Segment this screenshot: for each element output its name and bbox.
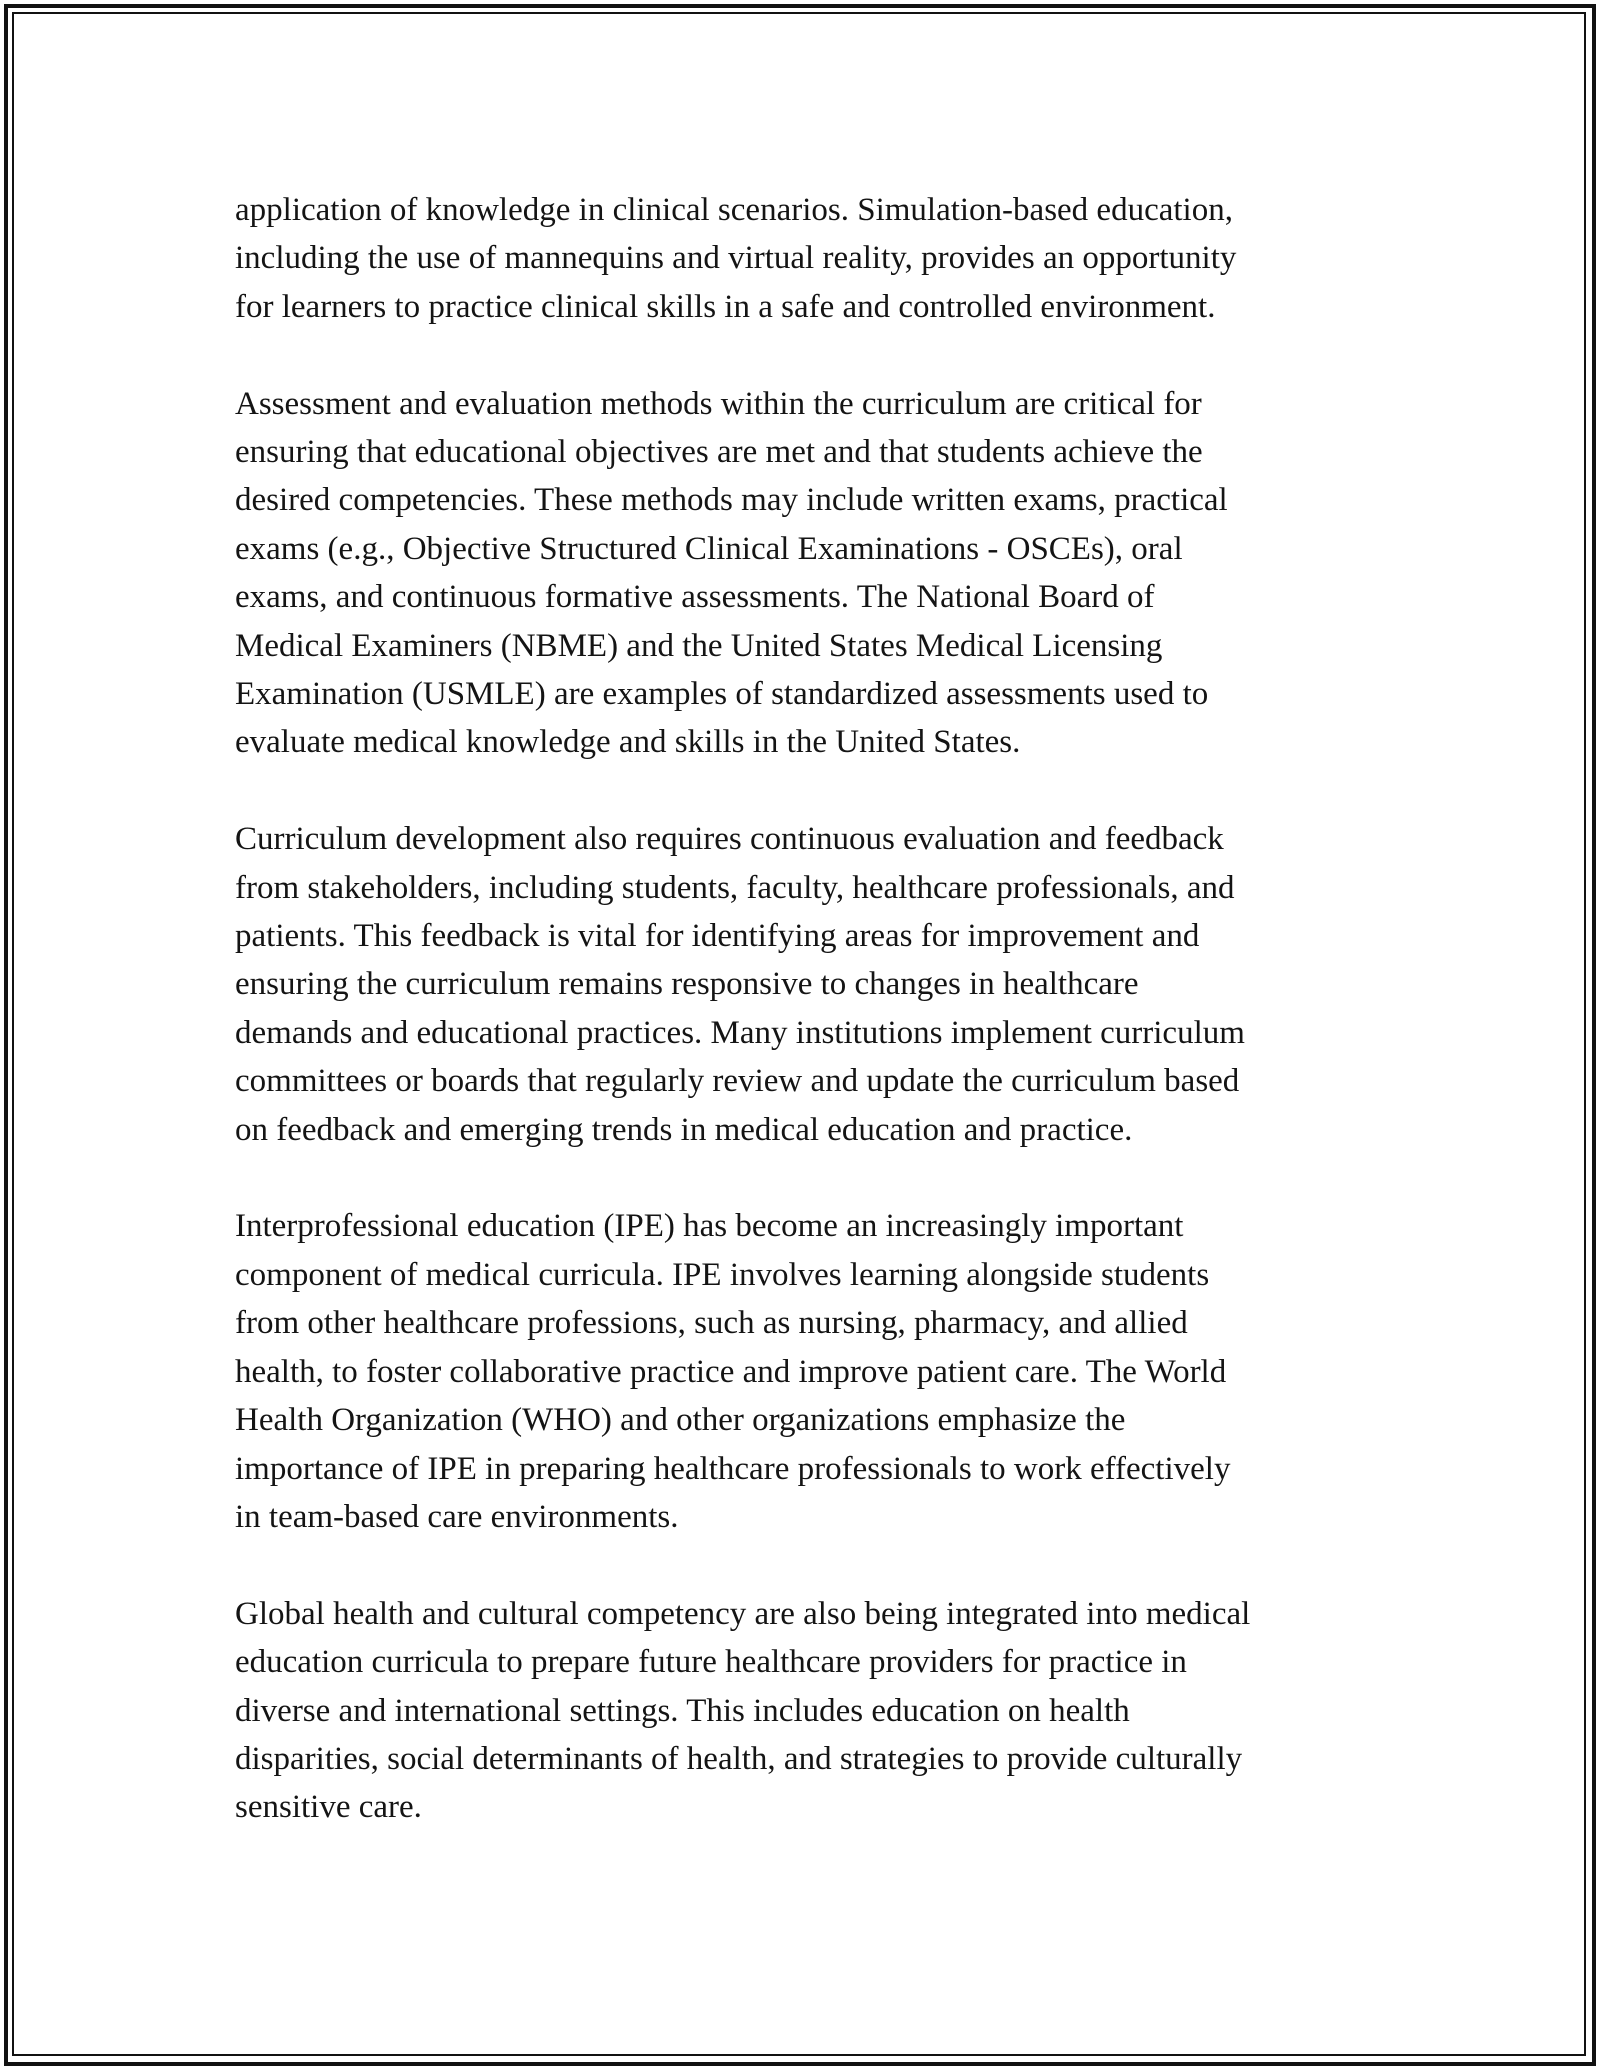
text-line: exams (e.g., Objective Structured Clinical Examinations - OSCEs), oral [235, 530, 1183, 567]
text-line: Health Organization (WHO) and other organizations emphasize the [235, 1402, 1126, 1439]
text-line: Assessment and evaluation methods within the curriculum are critical for [235, 385, 1202, 422]
paragraph-global-health [235, 1590, 1375, 1832]
text-line: desired competencies. These methods may include written exams, practical [235, 482, 1228, 519]
paragraph-assessment-evaluation [235, 380, 1375, 767]
text-line: application of knowledge in clinical scenarios. Simulation-based education, [235, 192, 1233, 228]
text-line: disparities, social determinants of health, and strategies to provide culturally [235, 1740, 1243, 1777]
text-line: demands and educational practices. Many institutions implement curriculum [235, 1014, 1245, 1051]
text-line: component of medical curricula. IPE involves learning alongside students [235, 1256, 1210, 1293]
text-line: from other healthcare professions, such as nursing, pharmacy, and allied [235, 1305, 1188, 1342]
text-line: health, to foster collaborative practice and improve patient care. The World [235, 1353, 1227, 1390]
text-line: committees or boards that regularly review and update the curriculum based [235, 1063, 1240, 1100]
paragraph-curriculum-feedback [235, 815, 1375, 1154]
text-line: Curriculum development also requires continuous evaluation and feedback [235, 821, 1224, 858]
text-line: Examination (USMLE) are examples of standardized assessments used to [235, 676, 1209, 713]
text-line: Global health and cultural competency are also being integrated into medical [235, 1595, 1251, 1632]
text-line: ensuring that educational objectives are met and that students achieve the [235, 434, 1203, 471]
text-line: in team-based care environments. [235, 1498, 679, 1535]
document-body [235, 186, 1375, 1880]
text-line: sensitive care. [235, 1789, 422, 1826]
text-line: importance of IPE in preparing healthcare professionals to work effectively [235, 1450, 1231, 1487]
text-line: from stakeholders, including students, faculty, healthcare professionals, and [235, 869, 1235, 906]
paragraph-interprofessional-education [235, 1202, 1375, 1541]
text-line: exams, and continuous formative assessments. The National Board of [235, 579, 1155, 616]
text-line: including the use of mannequins and virtual reality, provides an opportunity [235, 240, 1237, 277]
text-line: evaluate medical knowledge and skills in the United States. [235, 724, 1021, 761]
text-line: education curricula to prepare future healthcare providers for practice in [235, 1644, 1187, 1681]
text-line: ensuring the curriculum remains responsive to changes in healthcare [235, 966, 1139, 1003]
text-line: patients. This feedback is vital for identifying areas for improvement and [235, 918, 1200, 955]
text-line: Interprofessional education (IPE) has become an increasingly important [235, 1208, 1184, 1245]
text-line: on feedback and emerging trends in medical education and practice. [235, 1111, 1133, 1148]
text-line: diverse and international settings. This includes education on health [235, 1692, 1130, 1729]
paragraph-simulation-education [235, 186, 1375, 331]
text-line: Medical Examiners (NBME) and the United States Medical Licensing [235, 627, 1163, 664]
text-line: for learners to practice clinical skills in a safe and controlled environment. [235, 288, 1216, 325]
